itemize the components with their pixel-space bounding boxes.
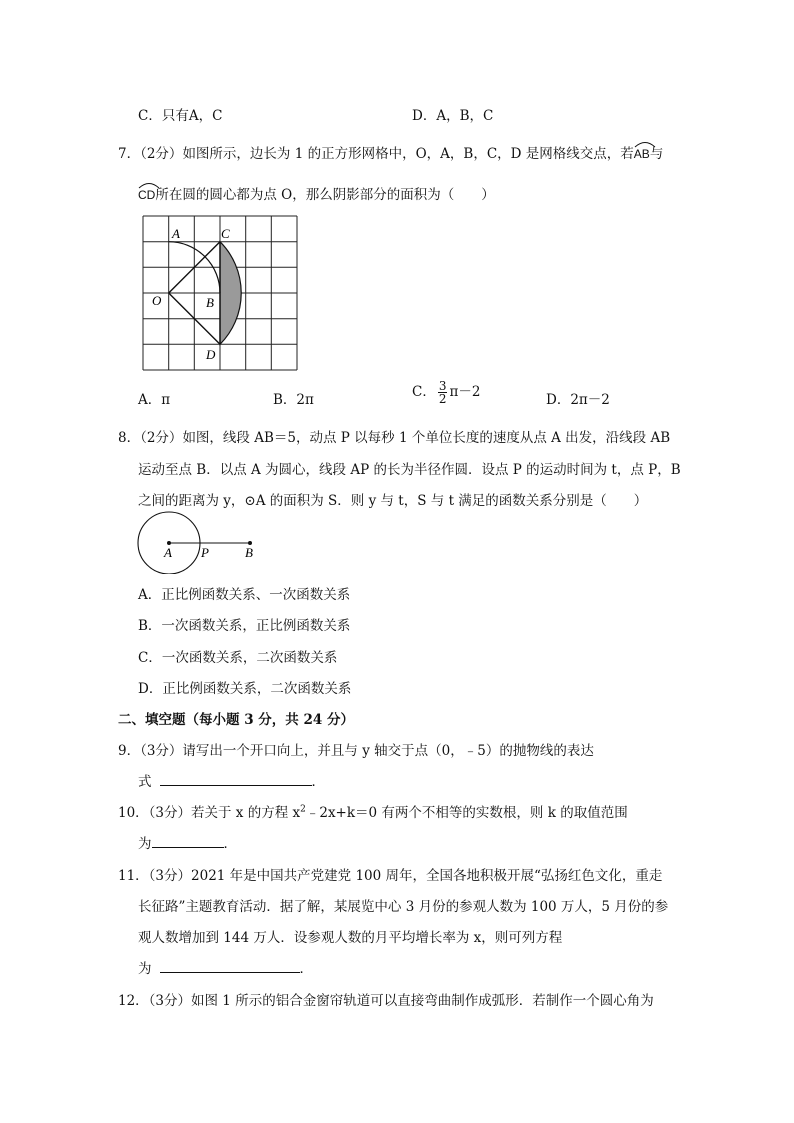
answer-blank[interactable] [152,833,224,848]
q7-option-b: B．2π [273,392,314,408]
q7-line2 [138,183,495,203]
label-c: C [221,226,230,241]
label-a: A [164,545,172,560]
q9-line2: 式 ． [138,770,325,790]
label-d: D [206,347,216,362]
q7-text-line1: 如图所示，边长为 1 的正方形网格中，O，A，B，C，D 是网格线交点，若 [182,146,634,162]
arc-mark-icon [138,181,160,189]
label-a: A [172,226,180,241]
q7-grid-figure [138,212,302,374]
q7-score: （2分） [140,146,183,162]
q7-option-c: C． $\frac{3}{2}$ π－2 [412,379,481,406]
answer-blank[interactable] [160,771,312,786]
q8-option-a: A．正比例函数关系、一次函数关系 [138,587,351,603]
q8-option-c: C．一次函数关系，二次函数关系 [138,650,338,666]
q7-option-d: D．2π－2 [546,392,610,408]
q12-line1: 12．（3分）如图 1 所示的铝合金窗帘轨道可以直接弯曲制作成弧形．若制作一个圆心角为 [118,993,654,1009]
q6-option-d: D．A，B，C [412,108,494,124]
arc-mark-icon [634,140,656,148]
q7-text-line1-end: 与 [649,146,664,162]
q7-line1 [118,142,663,162]
label-p: P [201,545,209,560]
fraction-denominator: 2 [438,392,447,406]
answer-blank[interactable] [160,958,300,973]
label-o: O [152,293,162,308]
q7-text-line2: 所在圆的圆心都为点 O，那么阴影部分的面积为（ ） [155,187,495,203]
q7-arc-cd: CD [138,187,155,203]
q10-line1: 10．（3分）若关于 x 的方程 $x^2﹣2x+k=0$ 有两个不相等的实数根，则 k 的取值范围 [118,804,628,821]
q8-line3: 之间的距离为 y，⊙A 的面积为 S．则 y 与 t，S 与 t 满足的函数关系分别是（ ） [138,493,648,509]
q8-line2: 运动至点 B．以点 A 为圆心，线段 AP 的长为半径作圆．设点 P 的运动时间为 t，点 P，B [138,462,681,478]
q7-arc-ab: AB [634,146,650,162]
q11-line3: 观人数增加到 144 万人．设参观人数的月平均增长率为 x，则可列方程 [138,930,563,946]
q8-option-b: B．一次函数关系，正比例函数关系 [138,618,351,634]
q11-line1: 11．（3分）2021 年是中国共产党建党 100 周年，全国各地积极开展“弘扬红色文化，重走 [118,868,663,884]
shaded-region [220,242,241,345]
q8-line1: 8．（2分）如图，线段 AB＝5，动点 P 以每秒 1 个单位长度的速度从点 A 出发，沿线段 AB [118,430,671,446]
q6-option-c: C．只有A，C [138,108,223,124]
q10-line2: 为 ． [138,832,237,852]
fraction-numerator: 3 [438,379,447,393]
q9-line1: 9．（3分）请写出一个开口向上，并且与 y 轴交于点（0，﹣5）的抛物线的表达 [118,743,594,759]
section-title: 二、填空题（每小题 3 分，共 24 分） [118,712,354,728]
q11-line2: 长征路”主题教育活动．据了解，某展览中心 3 月份的参观人数为 100 万人，5 月份的参 [138,899,669,915]
q7-number: 7． [118,146,141,162]
q11-line4: 为 ． [138,957,313,977]
label-b: B [206,295,214,310]
q8-circle-figure [134,510,274,574]
label-b: B [245,545,253,560]
q7-option-a: A．π [138,392,171,408]
q8-option-d: D．正比例函数关系，二次函数关系 [138,681,352,697]
